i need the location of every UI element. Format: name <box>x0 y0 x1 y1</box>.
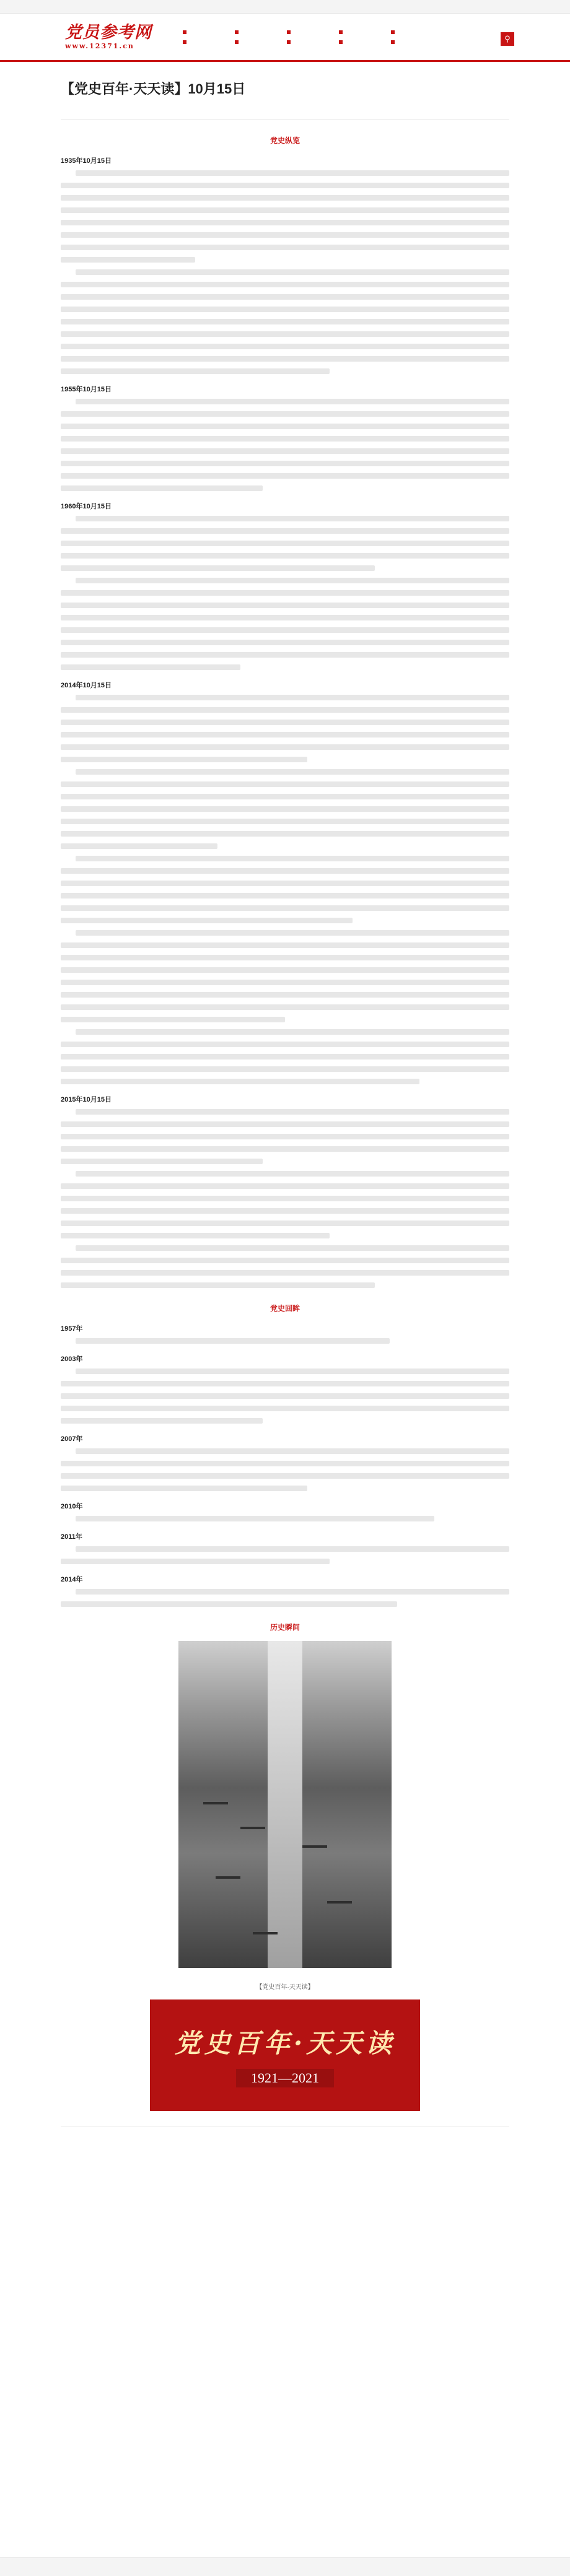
year-heading: 2010年 <box>61 1503 83 1510</box>
body-paragraph <box>61 769 509 849</box>
section-heading-review: 党史回眸 <box>270 1304 300 1313</box>
nav-bullet-icon <box>183 30 186 34</box>
date-heading: 1960年10月15日 <box>61 503 112 510</box>
nav-item-9[interactable] <box>339 40 391 44</box>
year-heading: 2011年 <box>61 1533 82 1541</box>
nav-bullet-icon <box>235 40 239 44</box>
nav-bullet-icon <box>183 40 186 44</box>
body-paragraph <box>61 1368 509 1424</box>
article-title: 【党史百年·天天读】10月15日 <box>61 81 246 97</box>
footer-right <box>493 2564 508 2570</box>
body-paragraph <box>61 399 509 491</box>
body-paragraph <box>61 1589 509 1607</box>
body-paragraph <box>61 1171 509 1238</box>
nav-item-2[interactable] <box>235 30 287 34</box>
top-utility-bar <box>0 0 570 14</box>
nav-bullet-icon <box>339 30 343 34</box>
logo-url-text: www.12371.cn <box>65 42 134 50</box>
nav-item-3[interactable] <box>287 30 339 34</box>
source-line: 【党史百年·天天读】 <box>256 1984 314 1991</box>
year-heading: 1957年 <box>61 1325 83 1333</box>
date-heading: 2015年10月15日 <box>61 1096 112 1103</box>
year-heading: 2014年 <box>61 1576 83 1583</box>
nav-item-5[interactable] <box>391 30 443 34</box>
body-paragraph <box>61 269 509 374</box>
body-paragraph <box>61 1516 509 1521</box>
nav-bullet-icon <box>339 40 343 44</box>
body-paragraph <box>61 1109 509 1164</box>
main-nav <box>183 30 443 44</box>
footer-left <box>62 2564 77 2570</box>
site-footer <box>0 2557 570 2576</box>
year-heading: 2007年 <box>61 1435 83 1443</box>
nav-item-6[interactable] <box>183 40 235 44</box>
search-icon: ⚲ <box>504 34 511 43</box>
body-paragraph <box>61 578 509 670</box>
site-logo[interactable] <box>65 24 170 50</box>
body-paragraph <box>61 516 509 571</box>
nav-bullet-icon <box>391 30 395 34</box>
body-paragraph <box>61 1029 509 1084</box>
historical-photo <box>178 1641 392 1968</box>
logo-main-text: 党员参考网 <box>65 23 152 42</box>
article-tools <box>483 108 509 115</box>
article-footer-meta <box>61 2126 509 2131</box>
body-paragraph <box>61 1546 509 1564</box>
nav-item-1[interactable] <box>183 30 235 34</box>
top-left-links <box>12 3 38 11</box>
nav-bullet-icon <box>235 30 239 34</box>
top-right-links <box>540 3 558 11</box>
body-paragraph <box>61 856 509 923</box>
year-heading: 2003年 <box>61 1355 83 1363</box>
nav-item-10[interactable] <box>391 40 443 44</box>
section-heading-overview: 党史纵览 <box>270 136 300 145</box>
nav-bullet-icon <box>287 30 291 34</box>
banner-title: 党史百年·天天读 <box>174 2028 396 2058</box>
banner-years: 1921—2021 <box>236 2069 334 2087</box>
body-paragraph <box>61 1448 509 1491</box>
date-heading: 1935年10月15日 <box>61 157 112 165</box>
body-paragraph <box>61 930 509 1022</box>
nav-item-8[interactable] <box>287 40 339 44</box>
article-container <box>61 79 509 2131</box>
nav-bullet-icon <box>287 40 291 44</box>
search-button[interactable] <box>501 32 514 46</box>
body-paragraph <box>61 170 509 263</box>
nav-bullet-icon <box>391 40 395 44</box>
section-heading-images: 历史瞬间 <box>270 1623 300 1632</box>
site-header <box>0 14 570 62</box>
article-meta <box>61 108 509 120</box>
nav-item-7[interactable] <box>235 40 287 44</box>
date-heading: 2014年10月15日 <box>61 682 112 689</box>
body-paragraph <box>61 1245 509 1288</box>
nav-item-4[interactable] <box>339 30 391 34</box>
promo-banner <box>150 1999 420 2111</box>
body-paragraph <box>61 1338 509 1344</box>
body-paragraph <box>61 695 509 762</box>
date-heading: 1955年10月15日 <box>61 386 112 393</box>
